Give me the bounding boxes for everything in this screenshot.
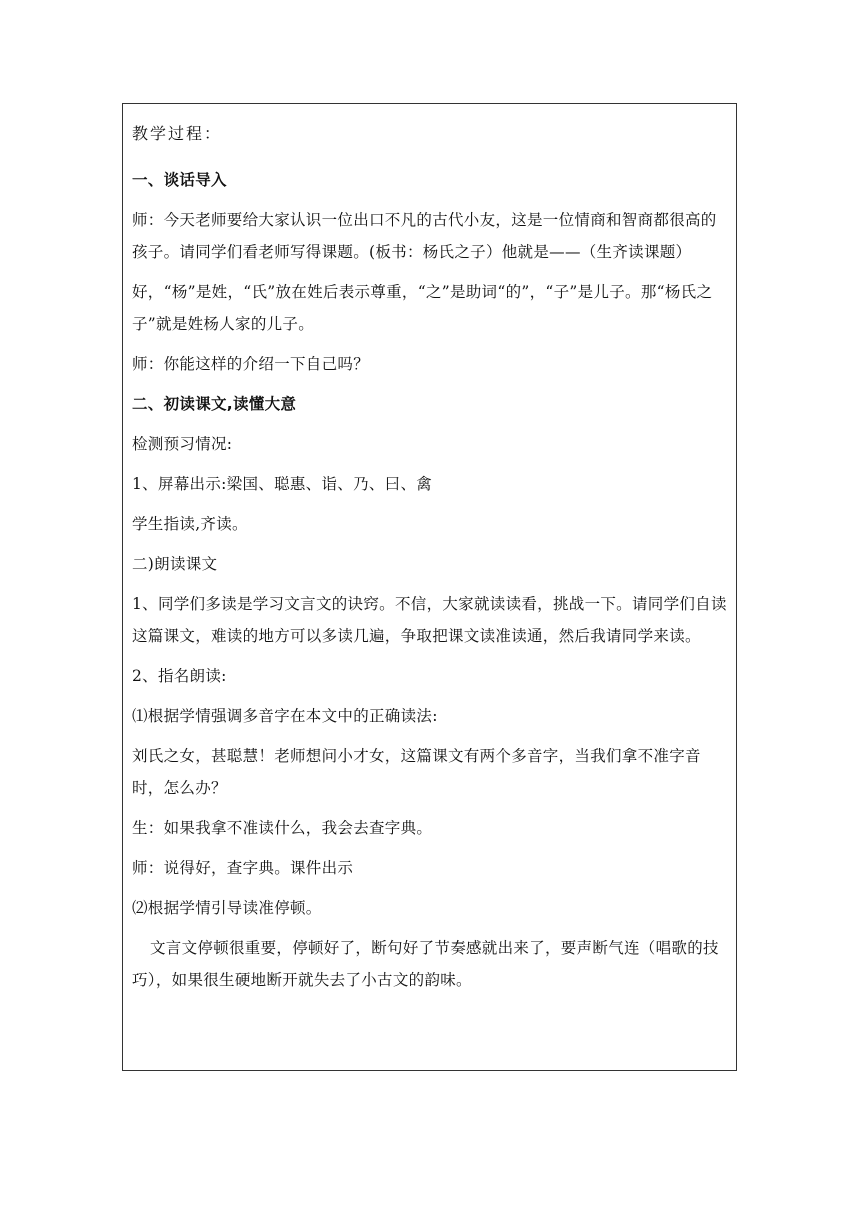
paragraph: 师：你能这样的介绍一下自己吗？	[132, 355, 370, 373]
paragraph: 师：今天老师要给大家认识一位出口不凡的古代小友，这是一位情商和智商都很高的孩子。请同学们看老师写得课题。(板书：杨氏之子）他就是——（生齐读课题）	[132, 211, 717, 261]
paragraph: 师：说得好，查字典。课件出示	[132, 859, 354, 877]
lesson-content	[132, 118, 732, 1004]
paragraph: ⑴根据学情强调多音字在本文中的正确读法:	[132, 707, 438, 725]
paragraph: 1、同学们多读是学习文言文的诀窍。不信，大家就读读看，挑战一下。请同学们自读这篇课文，难读的地方可以多读几遍，争取把课文读准读通，然后我请同学来读。	[132, 595, 727, 645]
document-title: 教学过程：	[132, 124, 223, 143]
section-heading-reading: 二、初读课文,读懂大意	[132, 395, 297, 413]
section-heading-intro: 一、谈话导入	[132, 171, 227, 189]
paragraph: 刘氏之女，甚聪慧！老师想问小才女，这篇课文有两个多音字，当我们拿不准字音时，怎么办？	[132, 747, 701, 797]
paragraph: 二)朗读课文	[132, 555, 218, 573]
paragraph: 1、屏幕出示:梁国、聪惠、诣、乃、曰、禽	[132, 475, 433, 493]
paragraph: 生：如果我拿不准读什么，我会去查字典。	[132, 819, 433, 837]
paragraph: ⑵根据学情引导读准停顿。	[132, 899, 322, 917]
paragraph: 检测预习情况:	[132, 435, 233, 453]
paragraph: 文言文停顿很重要，停顿好了，断句好了节奏感就出来了，要声断气连（唱歌的技巧），如果很生硬地断开就失去了小古文的韵味。	[132, 939, 719, 989]
lesson-plan-box	[122, 103, 737, 1071]
paragraph: 好，“杨”是姓，“氏”放在姓后表示尊重，“之”是助词“的”，“子”是儿子。那“杨氏之子”就是姓杨人家的儿子。	[132, 283, 713, 333]
paragraph: 2、指名朗读:	[132, 667, 227, 685]
paragraph: 学生指读,齐读。	[132, 515, 248, 533]
